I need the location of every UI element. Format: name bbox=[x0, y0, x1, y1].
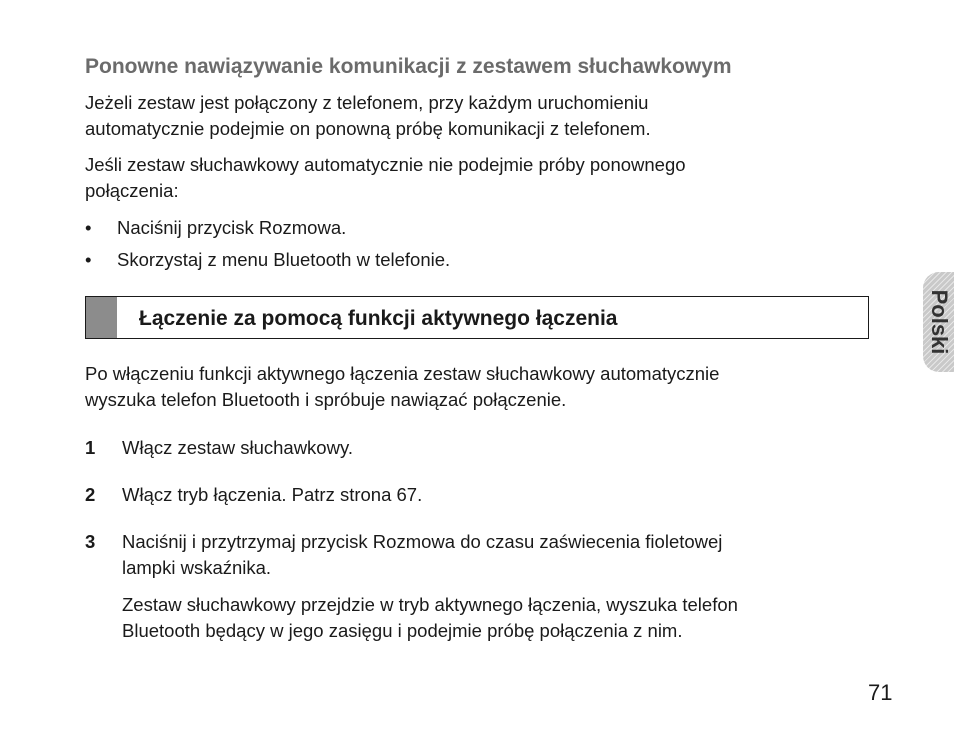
step-text-line: lampki wskaźnika. bbox=[122, 557, 272, 578]
paragraph-line: Jeśli zestaw słuchawkowy automatycznie nie podejmie próby ponownego bbox=[85, 154, 686, 175]
language-tab bbox=[923, 272, 954, 372]
paragraph-no-reconnect bbox=[85, 152, 686, 204]
subsection-heading: Ponowne nawiązywanie komunikacji z zestawem słuchawkowym bbox=[85, 55, 732, 78]
step-text-line: Naciśnij i przytrzymaj przycisk Rozmowa do czasu zaświecenia fioletowej bbox=[122, 531, 723, 552]
language-tab-label: Polski bbox=[926, 289, 952, 355]
step-note-line: Bluetooth będący w jego zasięgu i podejmie próbę połączenia z nim. bbox=[122, 620, 683, 641]
bullet-text: Naciśnij przycisk Rozmowa. bbox=[117, 217, 347, 238]
step-text bbox=[122, 529, 722, 581]
section-header-tab bbox=[86, 297, 117, 338]
step-text: Włącz tryb łączenia. Patrz strona 67. bbox=[122, 484, 423, 505]
paragraph-line: Po włączeniu funkcji aktywnego łączenia zestaw słuchawkowy automatycznie bbox=[85, 363, 720, 384]
bullet-text: Skorzystaj z menu Bluetooth w telefonie. bbox=[117, 249, 451, 270]
page-number: 71 bbox=[868, 680, 893, 705]
section-header bbox=[85, 296, 869, 339]
step-note-line: Zestaw słuchawkowy przejdzie w tryb aktywnego łączenia, wyszuka telefon bbox=[122, 594, 738, 615]
paragraph-line: połączenia: bbox=[85, 180, 179, 201]
bullet-marker: • bbox=[85, 249, 92, 270]
paragraph-line: wyszuka telefon Bluetooth i spróbuje nawiązać połączenie. bbox=[85, 389, 567, 410]
step-text: Włącz zestaw słuchawkowy. bbox=[122, 437, 353, 458]
paragraph-reconnect bbox=[85, 90, 651, 142]
step-number: 3 bbox=[85, 531, 96, 552]
paragraph-line: Jeżeli zestaw jest połączony z telefonem, przy każdym uruchomieniu bbox=[85, 92, 649, 113]
paragraph-line: automatycznie podejmie on ponowną próbę komunikacji z telefonem. bbox=[85, 118, 651, 139]
bullet-marker: • bbox=[85, 217, 92, 238]
step-note-text bbox=[122, 592, 738, 644]
step-number: 1 bbox=[85, 437, 96, 458]
step-number: 2 bbox=[85, 484, 96, 505]
section-intro bbox=[85, 361, 719, 413]
section-title: Łączenie za pomocą funkcji aktywnego łączenia bbox=[139, 307, 618, 330]
